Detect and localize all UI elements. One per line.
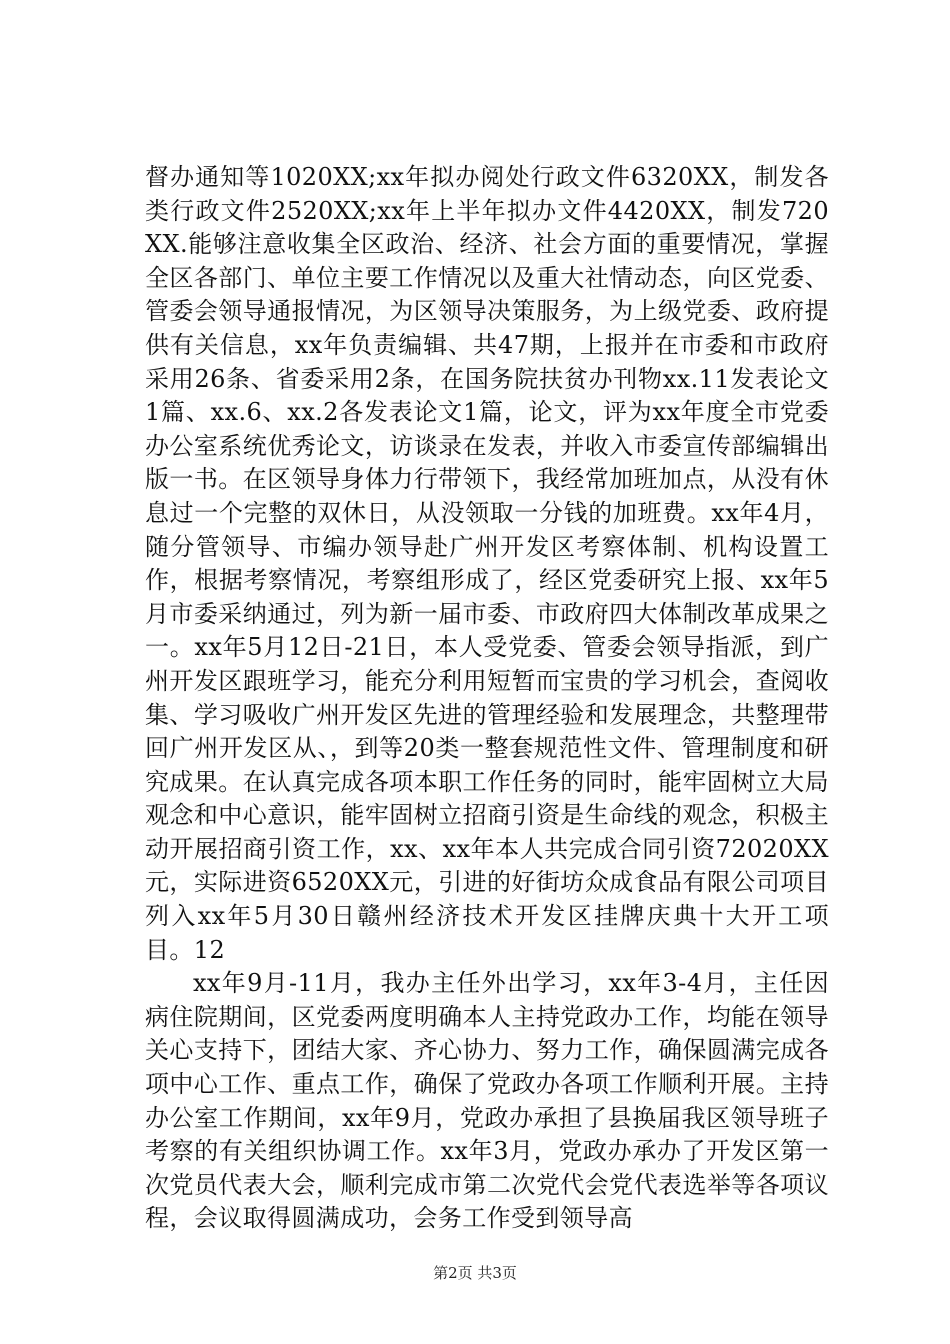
paragraph-1: 督办通知等1020XX;xx年拟办阅处行政文件6320XX，制发各类行政文件2520XX;xx年上半年拟办文件4420XX，制发720XX.能够注意收集全区政治、经济、社会方面的重要情况，掌握全区各部门、单位主要工作情况以及重大社情动态，向区党委、管委会领导通报情况，为区领导决策服务，为上级党委、政府提供有关信息，xx年负责编辑、共47期，上报并在市委和市政府采用26条、省委采用2条，在国务院扶贫办刊物xx.11发表论文1篇、xx.6、xx.2各发表论文1篇，论文，评为xx年度全市党委办公室系统优秀论文，访谈录在发表，并收入市委宣传部编辑出版一书。在区领导身体力行带领下，我经常加班加点，从没有休息过一个完整的双休日，从没领取一分钱的加班费。xx年4月，随分管领导、市编办领导赴广州开发区考察体制、机构设置工作，根据考察情况，考察组形成了，经区党委研究上报、xx年5月市委采纳通过，列为新一届市委、市政府四大体制改革成果之一。xx年5月12日-21日，本人受党委、管委会领导指派，到广州开发区跟班学习，能充分利用短暂而宝贵的学习机会，查阅收集、学习吸收广州开发区先进的管理经验和发展理念，共整理带回广州开发区从、，到等20类一整套规范性文件、管理制度和研究成果。在认真完成各项本职工作任务的同时，能牢固树立大局观念和中心意识，能牢固树立招商引资是生命线的观念，积极主动开展招商引资工作，xx、xx年本人共完成合同引资72020XX元，实际进资6520XX元，引进的好街坊众成食品有限公司项目列入xx年5月30日赣州经济技术开发区挂牌庆典十大开工项目。12 [145, 163, 829, 964]
paragraph-2: xx年9月-11月，我办主任外出学习，xx年3-4月，主任因病住院期间，区党委两度明确本人主持党政办工作，均能在领导关心支持下，团结大家、齐心协力、努力工作，确保圆满完成各项中心工作、重点工作，确保了党政办各项工作顺利开展。主持办公室工作期间，xx年9月，党政办承担了县换届我区领导班子考察的有关组织协调工作。xx年3月，党政办承办了开发区第一次党员代表大会，顺利完成市第二次党代会党代表选举等各项议程，会议取得圆满成功，会务工作受到领导高 [145, 969, 829, 1233]
page-footer: 第2页 共3页 [433, 1264, 517, 1282]
document-body [145, 161, 829, 1236]
